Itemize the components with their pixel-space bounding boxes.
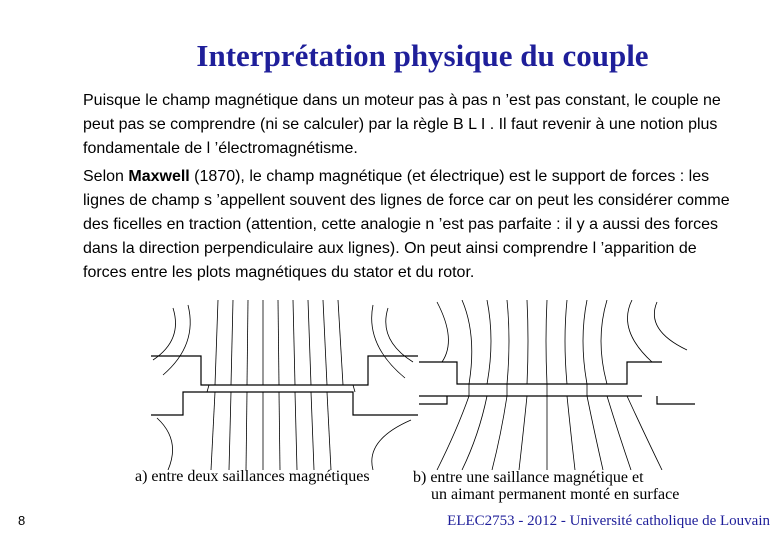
footer-text: ELEC2753 - 2012 - Université catholique de Louvain [447,513,770,529]
slide-title: Interprétation physique du couple [196,38,649,73]
figure-b-field-lines [437,300,687,470]
paragraph-maxwell [83,165,733,285]
maxwell-name: Maxwell [128,168,190,185]
paragraph-maxwell-start: Selon [83,168,129,185]
paragraph-maxwell-rest: (1870), le champ magnétique (et électrique) est le support de forces : les lignes de champ s ’appellent souvent des lignes de force car on peut les considérer comme des ficelles en traction (attention, cette analogie n ’est pas parfaite : il y a aussi des forces dans la direction perpendiculaire aux lignes). On peut ainsi comprendre l ’apparition de forces entre les plots magnétiques du stator et du rotor. [83,168,730,281]
paragraph-intro: Puisque le champ magnétique dans un moteur pas à pas n ’est pas constant, le couple ne peut pas se comprendre (ni se calculer) par la règle B L I . Il faut revenir à une notion plus fondamentale de l ’électromagnétisme. [83,92,721,157]
figure-a-outline [151,356,418,415]
figure-salience-magnet [417,300,697,470]
figure-saliences [143,300,423,470]
caption-figure-a: a) entre deux saillances magnétiques [135,468,370,485]
figure-b-outline [419,362,695,404]
slide-number: 8 [18,513,26,528]
caption-figure-b-line2: un aimant permanent monté en surface [431,486,680,503]
caption-figure-b-line1: b) entre une saillance magnétique et [413,469,644,486]
